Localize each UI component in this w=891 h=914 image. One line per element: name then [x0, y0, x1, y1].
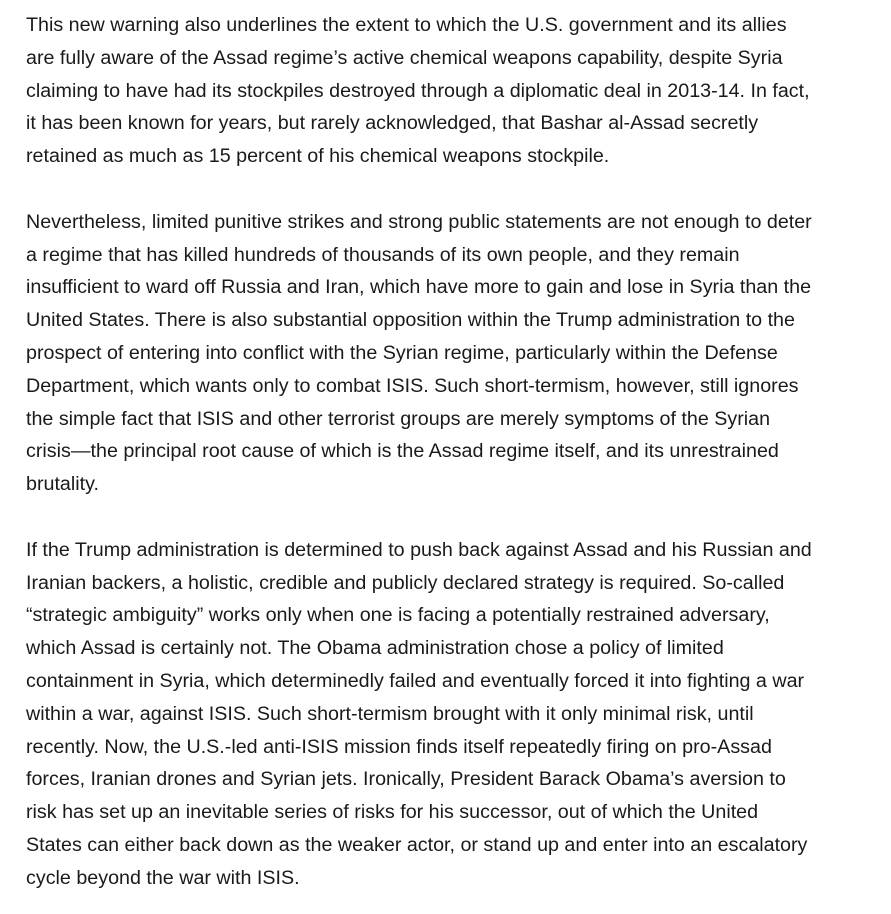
paragraph-line: cycle beyond the war with ISIS. — [26, 866, 300, 889]
paragraph-3 — [26, 534, 891, 895]
paragraph-line: States can either back down as the weaker actor, or stand up and enter into an escalatory — [26, 833, 808, 856]
paragraph-line: claiming to have had its stockpiles destroyed through a diplomatic deal in 2013-14. In fact, — [26, 79, 810, 102]
paragraph-line: recently. Now, the U.S.-led anti-ISIS mission finds itself repeatedly firing on pro-Assad — [26, 735, 772, 758]
paragraph-line: it has been known for years, but rarely acknowledged, that Bashar al-Assad secretly — [26, 112, 759, 135]
paragraph-line: brutality. — [26, 473, 99, 496]
paragraph-line: Nevertheless, limited punitive strikes and strong public statements are not enough to deter — [26, 210, 812, 233]
paragraph-line: containment in Syria, which determinedly failed and eventually forced it into fighting a war — [26, 669, 805, 692]
paragraph-line: If the Trump administration is determined to push back against Assad and his Russian and — [26, 538, 812, 561]
paragraph-line: forces, Iranian drones and Syrian jets. Ironically, President Barack Obama’s aversion to — [26, 768, 786, 791]
paragraph-line: which Assad is certainly not. The Obama administration chose a policy of limited — [26, 637, 724, 660]
paragraph-line: are fully aware of the Assad regime’s active chemical weapons capability, despite Syria — [26, 46, 783, 69]
paragraph-line: United States. There is also substantial opposition within the Trump administration to the — [26, 309, 795, 332]
paragraph-line: the simple fact that ISIS and other terrorist groups are merely symptoms of the Syrian — [26, 407, 771, 430]
paragraph-2 — [26, 206, 891, 501]
paragraph-line: Iranian backers, a holistic, credible and publicly declared strategy is required. So-called — [26, 571, 785, 594]
paragraph-line: This new warning also underlines the extent to which the U.S. government and its allies — [26, 14, 787, 36]
paragraph-line: crisis—the principal root cause of which is the Assad regime itself, and its unrestrained — [26, 440, 779, 463]
paragraph-line: a regime that has killed hundreds of thousands of its own people, and they remain — [26, 243, 740, 266]
paragraph-line: retained as much as 15 percent of his chemical weapons stockpile. — [26, 145, 610, 168]
paragraph-line: “strategic ambiguity” works only when one is facing a potentially restrained adversary, — [26, 604, 770, 627]
paragraph-line: prospect of entering into conflict with the Syrian regime, particularly within the Defense — [26, 341, 778, 364]
paragraph-line: within a war, against ISIS. Such short-termism brought with it only minimal risk, until — [26, 702, 754, 725]
paragraph-1 — [26, 9, 891, 173]
paragraph-line: risk has set up an inevitable series of risks for his successor, out of which the United — [26, 801, 759, 824]
paragraph-line: insufficient to ward off Russia and Iran, which have more to gain and lose in Syria than the — [26, 276, 812, 299]
paragraph-line: Department, which wants only to combat ISIS. Such short-termism, however, still ignores — [26, 374, 799, 397]
